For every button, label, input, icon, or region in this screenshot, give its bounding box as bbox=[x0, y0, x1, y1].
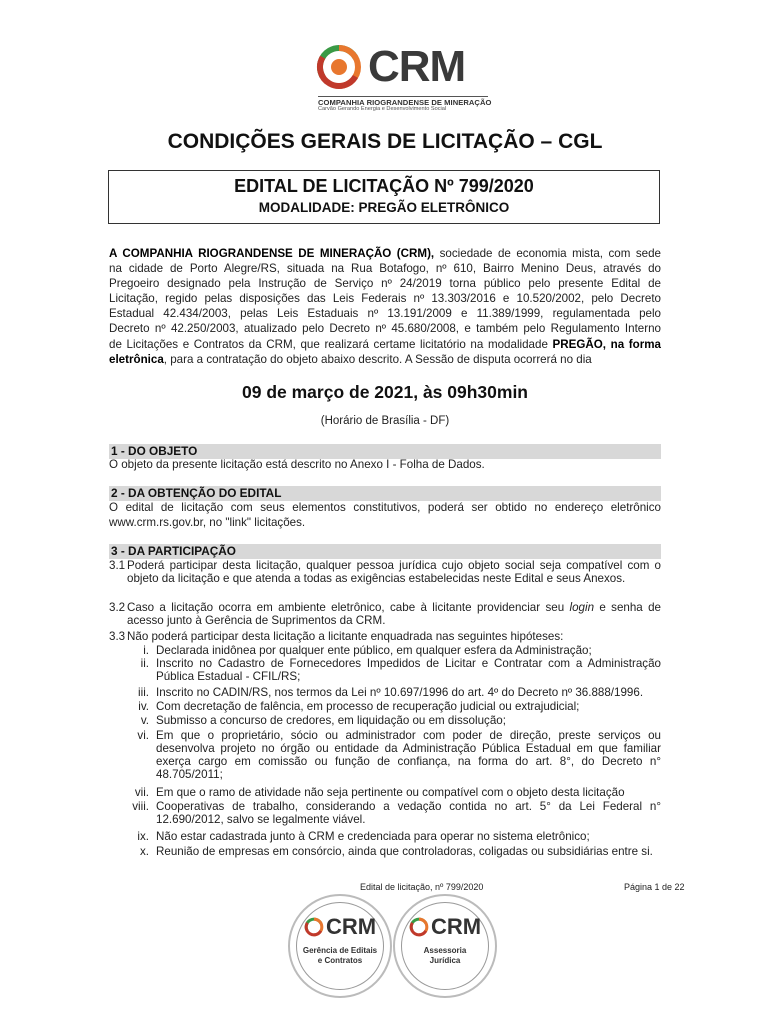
edital-number: EDITAL DE LICITAÇÃO Nº 799/2020 bbox=[234, 176, 534, 196]
intro-line: na cidade de Porto Alegre/RS, situada na Rua Botafogo, nº 610, Bairro Menino Deus, através do bbox=[109, 262, 661, 276]
item-number: 3.3 bbox=[109, 630, 126, 643]
crm-logo-icon bbox=[316, 44, 362, 90]
footer-edital-ref: Edital de licitação, nº 799/2020 bbox=[360, 882, 484, 892]
stamp-label: Assessoria Jurídica bbox=[423, 946, 467, 965]
logo-brand: CRM bbox=[368, 42, 466, 91]
footer-page-number: Página 1 de 22 bbox=[624, 882, 685, 892]
section-heading-participacao: 3 - DA PARTICIPAÇÃO bbox=[109, 544, 661, 559]
logo-tagline: Carvão Gerando Energia e Desenvolvimento Social bbox=[318, 106, 447, 112]
subitem: x. Reunião de empresas em consórcio, ainda que controladoras, coligadas ou subsidiárias entre si. bbox=[139, 845, 653, 858]
item-number: 3.2 bbox=[109, 601, 126, 614]
item-text: Caso a licitação ocorra em ambiente eletrônico, cabe à licitante providenciar seu login e senha de acesso junto à Gerência de Suprimentos da CRM. bbox=[127, 601, 661, 628]
intro-line: Decreto nº 42.250/2003, atualizado pelo Decreto nº 45.680/2008, e também pelo Regulamento Interno bbox=[109, 322, 661, 336]
logo-company-name: COMPANHIA RIOGRANDENSE DE MINERAÇÃO bbox=[318, 98, 492, 107]
subitem: iv. Com decretação de falência, em processo de recuperação judicial ou extrajudicial; bbox=[138, 700, 580, 713]
document-title: CONDIÇÕES GERAIS DE LICITAÇÃO – CGL bbox=[167, 130, 603, 153]
item-text: Não poderá participar desta licitação a licitante enquadrada nas seguintes hipóteses: bbox=[127, 630, 564, 643]
crm-logo-icon bbox=[409, 917, 429, 937]
subitem: ix. Não estar cadastrada junto à CRM e credenciada para operar no sistema eletrônico; bbox=[137, 830, 590, 843]
subitem: ii. Inscrito no Cadastro de Fornecedores Impedidos de Licitar e Contratar com a Administração Pública Estadual - CFIL/RS; bbox=[140, 657, 661, 684]
subitem: vi. Em que o proprietário, sócio ou administrador com poder de direção, preste serviços ou desenvolva projeto no órgão ou entidade da Administração Pública Estadual em que familiar exerça cargo em comissão ou função de confiança, na forma do art. 8°, do Decreto n° 48.705/2011; bbox=[137, 729, 661, 782]
item-number: 3.1 bbox=[109, 559, 126, 572]
item-3-2 bbox=[109, 601, 661, 627]
stamp-label: Gerência de Editais e Contratos bbox=[302, 946, 378, 965]
edital-modality: MODALIDADE: PREGÃO ELETRÔNICO bbox=[258, 200, 510, 215]
section-text-objeto: O objeto da presente licitação está descrito no Anexo I - Folha de Dados. bbox=[109, 458, 485, 471]
intro-line: Licitação, regido pelas disposições das Leis Federais nº 13.303/2016 e 10.520/2002, pelo Decreto bbox=[109, 292, 661, 306]
intro-line: eletrônica, para a contratação do objeto abaixo descrito. A Sessão de disputa ocorrerá no dia bbox=[109, 352, 592, 366]
edital-box bbox=[108, 170, 660, 224]
intro-line: de Licitações e Contratos da CRM, que realizará certame licitatório na modalidade PREGÃO, na forma bbox=[109, 337, 662, 351]
intro-line: Estadual 42.434/2003, pelas Leis Estaduais nº 13.191/2009 e 11.389/1999, regulamentada pelo bbox=[109, 307, 661, 321]
subitem: v. Submisso a concurso de credores, em liquidação ou em dissolução; bbox=[140, 714, 506, 727]
stamp-assessoria-juridica bbox=[393, 894, 497, 998]
subitem: viii. Cooperativas de trabalho, considerando a vedação contida no art. 5° da Lei Federal n° 12.690/2012, salvo se legalmente viável. bbox=[132, 800, 661, 827]
section-heading-obtencao: 2 - DA OBTENÇÃO DO EDITAL bbox=[109, 486, 661, 501]
timezone-note: (Horário de Brasília - DF) bbox=[320, 415, 450, 427]
subitem: iii. Inscrito no CADIN/RS, nos termos da Lei nº 10.697/1996 do art. 4º do Decreto nº 36.888/1996. bbox=[138, 686, 644, 699]
item-text: Poderá participar desta licitação, qualquer pessoa jurídica cujo objeto social seja compatível com o objeto da licitação e que atenda a todas as exigências estabelecidas neste Edital e seus Anexos. bbox=[127, 559, 661, 586]
session-date: 09 de março de 2021, às 09h30min bbox=[242, 382, 528, 402]
item-3-3 bbox=[109, 630, 661, 643]
subitem: vii. Em que o ramo de atividade não seja pertinente ou compatível com o objeto desta licitação bbox=[134, 786, 625, 799]
section-text-obtencao: O edital de licitação com seus elementos constitutivos, poderá ser obtido no endereço eletrônico www.crm.rs.gov.br, no "link" licitações. bbox=[109, 501, 661, 529]
crm-logo bbox=[316, 40, 492, 112]
intro-line: Pregoeiro designado pela Instrução de Serviço nº 24/2019 torna público pelo presente Edital de bbox=[109, 277, 661, 291]
crm-logo-icon bbox=[304, 917, 324, 937]
subitem: i. Declarada inidônea por qualquer ente público, em qualquer esfera da Administração; bbox=[143, 644, 592, 657]
section-heading-objeto: 1 - DO OBJETO bbox=[109, 444, 661, 459]
intro-paragraph bbox=[109, 246, 661, 367]
stamp-brand: CRM bbox=[290, 914, 390, 940]
stamp-gerencia-editais bbox=[288, 894, 392, 998]
item-3-1 bbox=[109, 559, 661, 585]
stamp-brand: CRM bbox=[395, 914, 495, 940]
intro-line: A COMPANHIA RIOGRANDENSE DE MINERAÇÃO (CRM), sociedade de economia mista, com sede bbox=[109, 247, 661, 260]
